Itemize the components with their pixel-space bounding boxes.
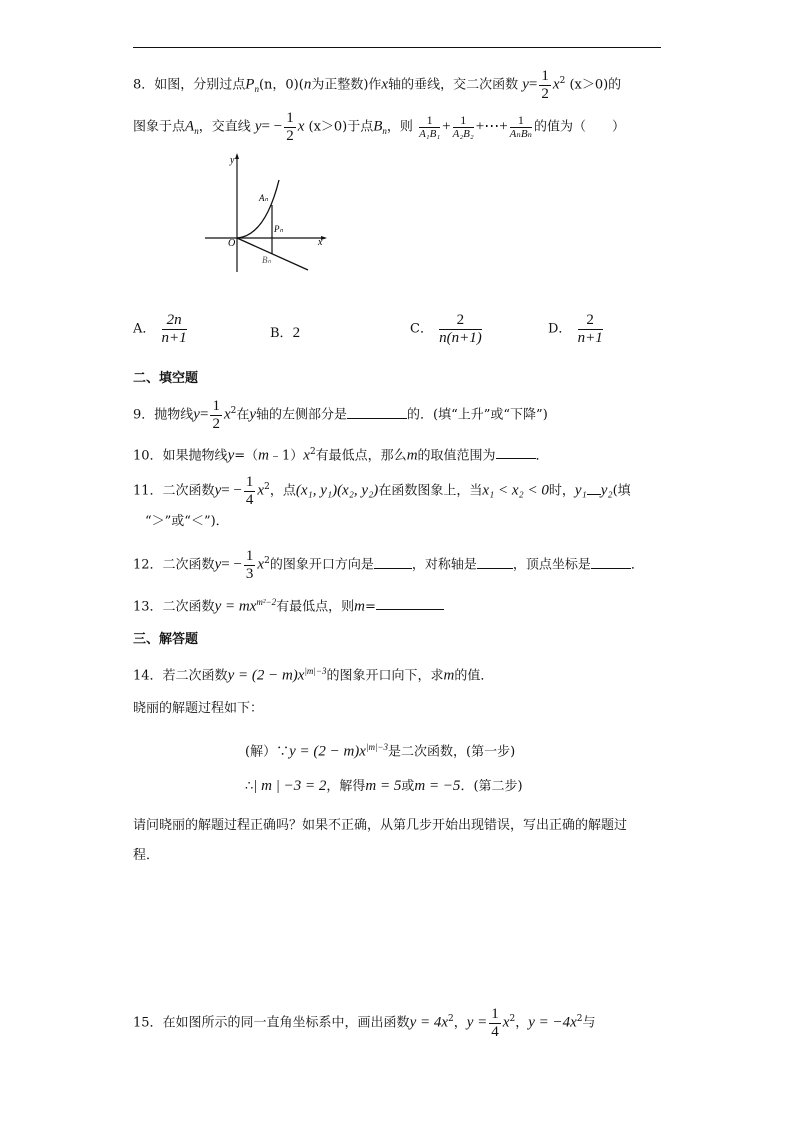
fraction: $\frac{1}{\text{A₁B₁}}$: [419, 112, 441, 141]
fraction: $\frac{1}{\text{AₙBₙ}}$: [509, 112, 533, 141]
fraction: $\frac{1}{\text{A₂B₂}}$: [452, 112, 474, 141]
fraction: $\frac{2n}{n+1}$: [161, 312, 187, 346]
fraction: $\frac{2}{n(n+1)}$: [439, 312, 482, 346]
q12-blank-vertex[interactable]: [591, 554, 631, 569]
q12: 12．二次函数y= − $\frac{1}{3}$ $x^2$的图象开口方向是 ，对称轴是 ，顶点坐标是 ．: [133, 548, 644, 582]
fraction: $\frac{1}{2}$: [541, 68, 549, 102]
q15: 15．在如图所示的同一直角坐标系中，画出函数$y = 4x^2$，y = $\frac{1}{4}$ $x^2$，$y = -4x^2$与: [133, 1006, 596, 1040]
fraction: $\frac{1}{4}$: [245, 474, 254, 508]
q10: 10．如果抛物线$y=(m﹣1)x^2$有最低点，那么m的取值范围为 ．: [133, 442, 549, 466]
fraction: $\frac{1}{2}$: [286, 110, 294, 144]
q8-line1: 8．如图，分别过点$P_n(n$，0)(n为正整数)作x轴的垂线，交二次函数 y= $\frac{1}{2}$ $x^2$ (x＞0)的: [133, 68, 622, 102]
q8-option-c: C． $\frac{2}{n(n+1)}$: [410, 312, 482, 346]
q13-answer-blank[interactable]: [376, 595, 444, 610]
q12-number: 12．: [133, 557, 163, 573]
q14-question: 14．若二次函数$y = (2 - m)x^{|m|-3}$的图象开口向下，求m的值．: [133, 666, 494, 684]
header-rule: [133, 47, 661, 48]
q8-number: 8．: [133, 77, 155, 93]
q11-number: 11．: [133, 483, 163, 499]
q14-step1: (解）∵y = $(2 - m)x^{|m|-3}$是二次函数，(第一步): [245, 742, 516, 760]
Pn-label: Pₙ: [274, 224, 284, 234]
q8-figure: [195, 150, 335, 275]
q12-blank-axis[interactable]: [477, 554, 513, 569]
fraction: $\frac{1}{4}$: [491, 1006, 499, 1040]
fraction: $\frac{2}{n+1}$: [577, 312, 603, 346]
An-label: Aₙ: [259, 193, 269, 203]
q14-number: 14．: [133, 668, 163, 684]
q9: 9．抛物线y= $\frac{1}{2}$ $x^2$在y轴的左侧部分是 的．(填“上升”或“下降”): [133, 398, 548, 432]
q11-line2: “＞”或“＜”)．: [145, 514, 229, 529]
q9-number: 9．: [133, 407, 155, 423]
q8-line2: 图象于点$A_n$，交直线 y= − $\frac{1}{2}$ x (x＞0)于点$B_n$，则 $\frac{1}{\text{A₁B₁}}$ + $\frac{1}{\text{A₂B₂}}$ +⋯+ $\frac{1}{\text{AₙBₙ}}$ 的值为（ ）: [133, 110, 626, 144]
y-axis-arrow: [235, 153, 239, 159]
q14-intro: 晓丽的解题过程如下：: [133, 701, 264, 716]
q13-number: 13．: [133, 599, 163, 615]
q14-ask-line1: 请问晓丽的解题过程正确吗？如果不正确，从第几步开始出现错误，写出正确的解题过: [133, 818, 628, 833]
q14-step2: ∴| m | −3 = 2，解得m = 5或m = −5．(第二步): [245, 778, 523, 794]
Bn-label: Bₙ: [262, 255, 272, 265]
fraction: $\frac{1}{3}$: [245, 548, 254, 582]
section-heading-fill-in: 二、填空题: [133, 371, 199, 386]
q15-number: 15．: [133, 1015, 163, 1031]
q10-number: 10．: [133, 448, 163, 464]
fraction: $\frac{1}{2}$: [212, 398, 220, 432]
parabola-curve: [237, 180, 279, 238]
origin-label: O: [228, 238, 236, 249]
x-axis-label: x: [318, 237, 323, 248]
q12-blank-direction[interactable]: [374, 554, 412, 569]
section-heading-answer: 三、解答题: [133, 632, 199, 647]
q10-answer-blank[interactable]: [496, 444, 536, 459]
q14-ask-line2: 程．: [133, 848, 160, 863]
q8-option-d: D． $\frac{2}{n+1}$: [548, 312, 603, 346]
q11-answer-blank[interactable]: [587, 480, 601, 495]
q8-option-b: B．2: [270, 325, 301, 341]
q9-answer-blank[interactable]: [347, 404, 407, 419]
q11-line1: 11．二次函数y= − $\frac{1}{4}$ $x^2$，点(x₁, y₁)(x₂, y₂)在函数图象上，当x₁ < x₂ < 0时，y₁ y₂(填: [133, 474, 631, 508]
y-axis-label: y: [230, 155, 235, 166]
q13: 13．二次函数$y = mx^{m^2-2}$有最低点，则m=: [133, 592, 444, 617]
q8-option-a: A． $\frac{2n}{n+1}$: [133, 312, 187, 346]
